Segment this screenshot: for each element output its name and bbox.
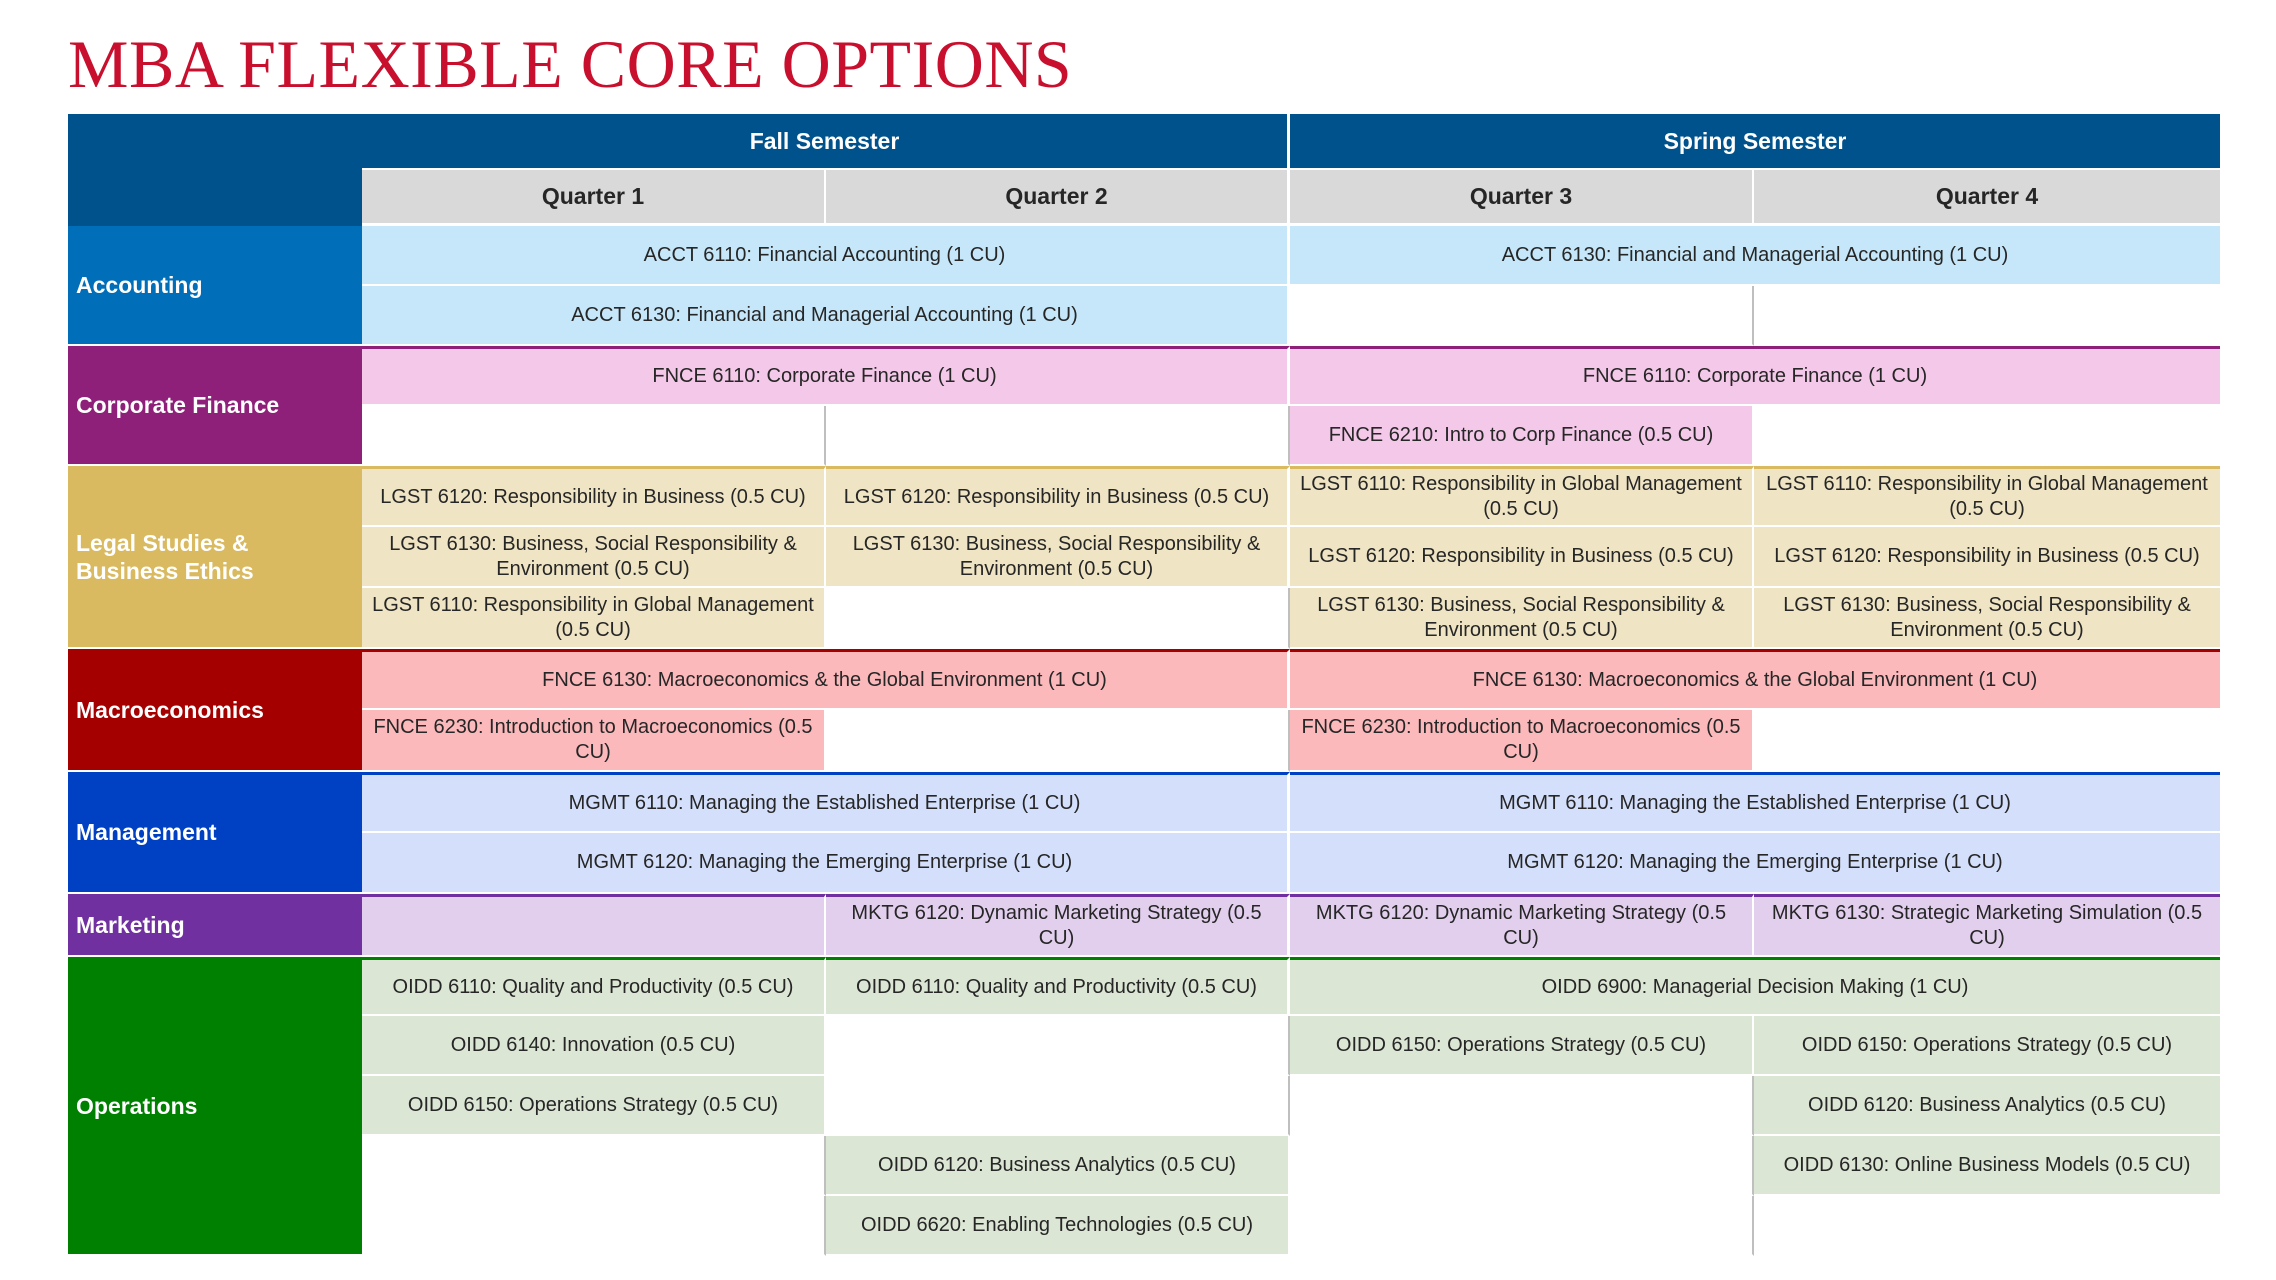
course-cell: FNCE 6210: Intro to Corp Finance (0.5 CU) xyxy=(1290,406,1754,466)
quarter-1-header: Quarter 1 xyxy=(362,170,826,226)
course-cell: OIDD 6900: Managerial Decision Making (1 CU) xyxy=(1290,957,2220,1016)
course-cell: FNCE 6110: Corporate Finance (1 CU) xyxy=(362,346,1290,406)
course-cell: OIDD 6150: Operations Strategy (0.5 CU) xyxy=(1754,1016,2220,1076)
category-operations: Operations xyxy=(68,957,362,1256)
quarter-2-header: Quarter 2 xyxy=(826,170,1290,226)
category-macroeconomics: Macroeconomics xyxy=(68,649,362,772)
category-marketing: Marketing xyxy=(68,894,362,957)
empty-cell xyxy=(826,406,1290,466)
course-cell: LGST 6130: Business, Social Responsibility & Environment (0.5 CU) xyxy=(362,527,826,588)
course-cell: OIDD 6130: Online Business Models (0.5 CU) xyxy=(1754,1136,2220,1196)
empty-cell xyxy=(362,1196,826,1256)
header-corner xyxy=(68,114,362,226)
course-cell: FNCE 6130: Macroeconomics & the Global Environment (1 CU) xyxy=(362,649,1290,710)
course-cell: OIDD 6110: Quality and Productivity (0.5 CU) xyxy=(362,957,826,1016)
course-cell: ACCT 6130: Financial and Managerial Accounting (1 CU) xyxy=(362,286,1290,346)
course-cell: OIDD 6620: Enabling Technologies (0.5 CU) xyxy=(826,1196,1290,1256)
course-cell: MKTG 6120: Dynamic Marketing Strategy (0.5 CU) xyxy=(826,894,1290,957)
empty-cell xyxy=(362,1136,826,1196)
empty-cell xyxy=(826,1016,1290,1076)
course-cell: ACCT 6110: Financial Accounting (1 CU) xyxy=(362,226,1290,286)
empty-cell xyxy=(1290,1076,1754,1136)
course-cell: MKTG 6120: Dynamic Marketing Strategy (0.5 CU) xyxy=(1290,894,1754,957)
course-cell: OIDD 6150: Operations Strategy (0.5 CU) xyxy=(1290,1016,1754,1076)
empty-cell xyxy=(826,588,1290,649)
category-corporate-finance: Corporate Finance xyxy=(68,346,362,466)
empty-cell xyxy=(1754,1196,2220,1256)
category-management: Management xyxy=(68,772,362,894)
empty-cell xyxy=(362,406,826,466)
empty-cell xyxy=(1754,710,2220,772)
course-cell: LGST 6110: Responsibility in Global Management (0.5 CU) xyxy=(1290,466,1754,527)
spring-semester-header: Spring Semester xyxy=(1290,114,2220,170)
course-cell: FNCE 6230: Introduction to Macroeconomics (0.5 CU) xyxy=(362,710,826,772)
course-cell: LGST 6130: Business, Social Responsibility & Environment (0.5 CU) xyxy=(826,527,1290,588)
course-cell: LGST 6120: Responsibility in Business (0.5 CU) xyxy=(1754,527,2220,588)
empty-cell xyxy=(1754,286,2220,346)
empty-cell xyxy=(826,1076,1290,1136)
course-cell: LGST 6110: Responsibility in Global Management (0.5 CU) xyxy=(1754,466,2220,527)
course-cell: MKTG 6130: Strategic Marketing Simulation (0.5 CU) xyxy=(1754,894,2220,957)
course-cell: LGST 6130: Business, Social Responsibility & Environment (0.5 CU) xyxy=(1290,588,1754,649)
course-cell: FNCE 6110: Corporate Finance (1 CU) xyxy=(1290,346,2220,406)
course-cell: LGST 6120: Responsibility in Business (0.5 CU) xyxy=(826,466,1290,527)
quarter-3-header: Quarter 3 xyxy=(1290,170,1754,226)
course-cell: OIDD 6150: Operations Strategy (0.5 CU) xyxy=(362,1076,826,1136)
category-legal-studies: Legal Studies & Business Ethics xyxy=(68,466,362,649)
course-cell: ACCT 6130: Financial and Managerial Accounting (1 CU) xyxy=(1290,226,2220,286)
course-cell: LGST 6110: Responsibility in Global Management (0.5 CU) xyxy=(362,588,826,649)
course-cell: OIDD 6110: Quality and Productivity (0.5 CU) xyxy=(826,957,1290,1016)
course-cell: OIDD 6120: Business Analytics (0.5 CU) xyxy=(1754,1076,2220,1136)
empty-cell xyxy=(1290,1196,1754,1256)
course-cell: MGMT 6110: Managing the Established Enterprise (1 CU) xyxy=(362,772,1290,833)
course-cell: LGST 6120: Responsibility in Business (0.5 CU) xyxy=(1290,527,1754,588)
fall-semester-header: Fall Semester xyxy=(362,114,1290,170)
course-cell: MGMT 6120: Managing the Emerging Enterprise (1 CU) xyxy=(362,833,1290,894)
course-cell: OIDD 6120: Business Analytics (0.5 CU) xyxy=(826,1136,1290,1196)
page-title: MBA FLEXIBLE CORE OPTIONS xyxy=(68,26,1073,102)
empty-cell xyxy=(1290,286,1754,346)
category-accounting: Accounting xyxy=(68,226,362,346)
course-cell: LGST 6130: Business, Social Responsibility & Environment (0.5 CU) xyxy=(1754,588,2220,649)
course-cell: MGMT 6120: Managing the Emerging Enterprise (1 CU) xyxy=(1290,833,2220,894)
empty-cell xyxy=(826,710,1290,772)
empty-cell xyxy=(362,894,826,957)
course-cell: LGST 6120: Responsibility in Business (0.5 CU) xyxy=(362,466,826,527)
course-cell: OIDD 6140: Innovation (0.5 CU) xyxy=(362,1016,826,1076)
core-options-table xyxy=(68,114,2220,1256)
empty-cell xyxy=(1754,406,2220,466)
quarter-4-header: Quarter 4 xyxy=(1754,170,2220,226)
course-cell: MGMT 6110: Managing the Established Enterprise (1 CU) xyxy=(1290,772,2220,833)
course-cell: FNCE 6230: Introduction to Macroeconomics (0.5 CU) xyxy=(1290,710,1754,772)
empty-cell xyxy=(1290,1136,1754,1196)
course-cell: FNCE 6130: Macroeconomics & the Global Environment (1 CU) xyxy=(1290,649,2220,710)
